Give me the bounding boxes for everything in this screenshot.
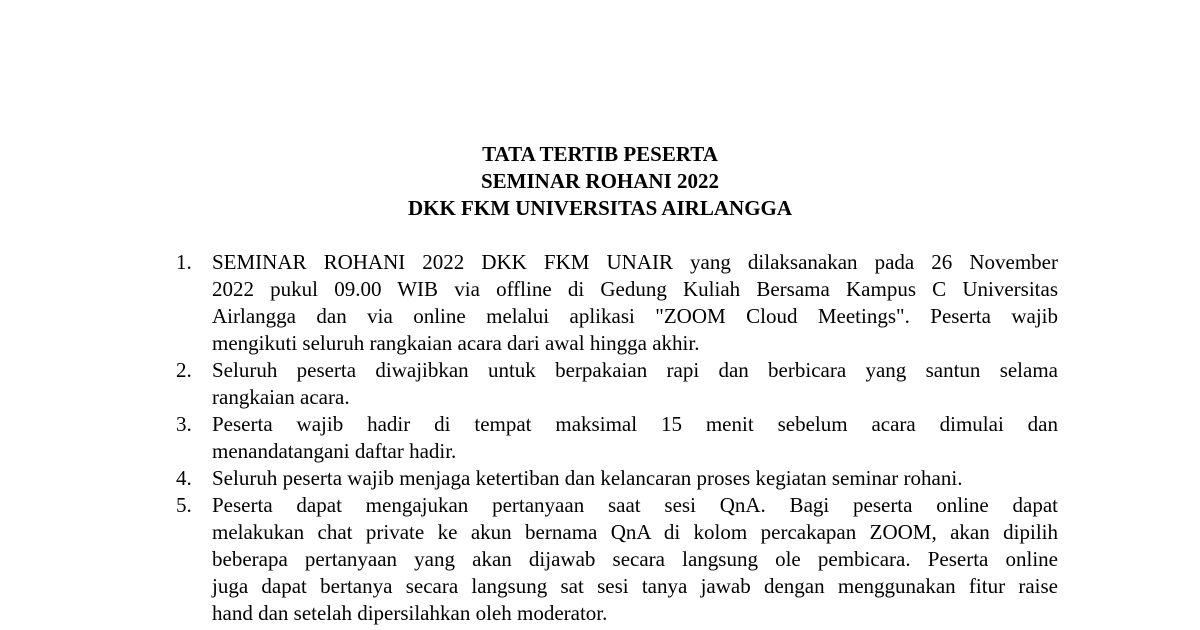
rule-item-3: [176, 411, 1058, 465]
rule-text-line: Seluruh peserta diwajibkan untuk berpakaian rapi dan berbicara yang santun selama: [212, 358, 1058, 382]
rule-text-line: Peserta dapat mengajukan pertanyaan saat sesi QnA. Bagi peserta online dapat: [212, 493, 1058, 517]
rule-text-line: juga dapat bertanya secara langsung sat sesi tanya jawab dengan menggunakan fitur raise: [212, 574, 1058, 598]
rule-number: 5.: [176, 493, 192, 517]
rule-text-line: hand dan setelah dipersilahkan oleh moderator.: [212, 601, 608, 625]
rule-item-5: [176, 492, 1058, 627]
rule-text-line: Seluruh peserta wajib menjaga ketertiban dan kelancaran proses kegiatan seminar rohani.: [212, 466, 963, 490]
rule-text-line: melakukan chat private ke akun bernama QnA di kolom percakapan ZOOM, akan dipilih: [212, 520, 1058, 544]
title-line-2: SEMINAR ROHANI 2022: [480, 169, 719, 193]
rule-text-line: 2022 pukul 09.00 WIB via offline di Gedung Kuliah Bersama Kampus C Universitas: [212, 277, 1058, 301]
rule-item-2: [176, 357, 1058, 411]
rule-number: 3.: [176, 412, 192, 436]
title-line-3: DKK FKM UNIVERSITAS AIRLANGGA: [407, 196, 793, 220]
rule-item-4: [176, 465, 1058, 492]
rule-text-line: rangkaian acara.: [212, 385, 350, 409]
rule-text-line: menandatangani daftar hadir.: [212, 439, 457, 463]
rule-text-line: SEMINAR ROHANI 2022 DKK FKM UNAIR yang dilaksanakan pada 26 November: [212, 250, 1058, 274]
rule-text-line: mengikuti seluruh rangkaian acara dari awal hingga akhir.: [212, 331, 700, 355]
rule-text-line: beberapa pertanyaan yang akan dijawab secara langsung ole pembicara. Peserta online: [212, 547, 1058, 571]
rule-number: 4.: [176, 466, 192, 490]
rules-list: [176, 249, 1058, 627]
rule-text-line: Peserta wajib hadir di tempat maksimal 15 menit sebelum acara dimulai dan: [212, 412, 1058, 436]
document-title: [0, 141, 1200, 222]
rule-item-1: [176, 249, 1058, 357]
rule-number: 2.: [176, 358, 192, 382]
rule-text-line: Airlangga dan via online melalui aplikasi "ZOOM Cloud Meetings". Peserta wajib: [212, 304, 1058, 328]
title-line-1: TATA TERTIB PESERTA: [482, 142, 718, 166]
rule-number: 1.: [176, 250, 192, 274]
